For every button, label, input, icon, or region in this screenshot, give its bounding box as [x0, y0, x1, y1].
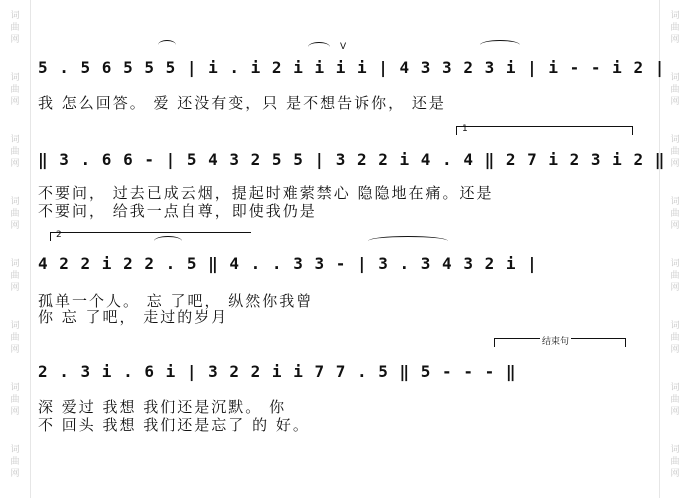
watermark-glyph-stack — [0, 382, 30, 418]
watermark-glyph: 曲 — [670, 147, 680, 157]
watermark-glyph: 曲 — [670, 85, 680, 95]
watermark-glyph: 网 — [670, 35, 680, 45]
watermark-glyph: 词 — [10, 259, 20, 269]
watermark-glyph-stack — [0, 72, 30, 108]
lyric-row-4-b: 不 回头 我想 我们还是忘了 的 好。 — [38, 416, 310, 434]
watermark-glyph: 词 — [10, 73, 20, 83]
watermark-glyph: 曲 — [10, 457, 20, 467]
watermark-glyph: 网 — [10, 159, 20, 169]
tie-mark — [154, 236, 182, 246]
watermark-glyph-stack — [660, 10, 690, 46]
watermark-glyph: 网 — [670, 469, 680, 479]
watermark-glyph: 词 — [670, 445, 680, 455]
watermark-glyph: 曲 — [670, 395, 680, 405]
watermark-glyph: 网 — [670, 345, 680, 355]
watermark-glyph: 曲 — [670, 209, 680, 219]
watermark-glyph: 曲 — [10, 333, 20, 343]
watermark-glyph: 网 — [670, 407, 680, 417]
watermark-glyph: 词 — [10, 135, 20, 145]
lyric-row-3-b: 你 忘 了吧， 走过的岁月 — [38, 308, 229, 326]
watermark-glyph: 词 — [10, 445, 20, 455]
watermark-glyph-stack — [0, 10, 30, 46]
lyric-row-2-b: 不要问， 给我一点自尊，即使我仍是 — [38, 202, 317, 220]
watermark-glyph: 网 — [10, 35, 20, 45]
notation-row-1: 5 . 5 6 5 5 5 | i . i 2 i i i i | 4 3 3 2 3 i | i - - i 2 | — [38, 58, 666, 77]
watermark-glyph: 网 — [10, 469, 20, 479]
watermark-glyph: 词 — [670, 259, 680, 269]
watermark-glyph: 词 — [670, 11, 680, 21]
watermark-glyph: 网 — [10, 97, 20, 107]
lyric-row-2-a: 不要问， 过去已成云烟，提起时难萦禁心 隐隐地在痛。还是 — [38, 184, 494, 202]
watermark-glyph-stack — [0, 134, 30, 170]
watermark-glyph: 曲 — [670, 23, 680, 33]
watermark-glyph-stack — [660, 196, 690, 232]
notation-row-4: 2 . 3 i . 6 i | 3 2 2 i i 7 7 . 5 ‖ 5 - - - ‖ — [38, 362, 517, 381]
watermark-glyph: 网 — [10, 407, 20, 417]
watermark-glyph: 曲 — [10, 23, 20, 33]
volta-1-bracket — [456, 126, 633, 135]
watermark-glyph-stack — [0, 258, 30, 294]
watermark-glyph: 网 — [670, 221, 680, 231]
notation-row-3: 4 2 2 i 2 2 . 5 ‖ 4 . . 3 3 - | 3 . 3 4 3 2 i | — [38, 254, 538, 273]
watermark-glyph-stack — [0, 196, 30, 232]
volta-2-bracket — [50, 232, 251, 241]
watermark-glyph-stack — [660, 444, 690, 480]
left-watermark-strip — [0, 0, 31, 498]
jianpu-sheet — [38, 0, 666, 498]
watermark-glyph: 网 — [670, 283, 680, 293]
watermark-glyph: 词 — [10, 383, 20, 393]
tie-mark — [368, 236, 448, 246]
watermark-glyph: 词 — [670, 135, 680, 145]
watermark-glyph: 曲 — [10, 395, 20, 405]
watermark-glyph: 网 — [10, 283, 20, 293]
watermark-glyph: 曲 — [10, 209, 20, 219]
tie-mark — [480, 40, 520, 50]
watermark-glyph: 网 — [10, 221, 20, 231]
watermark-glyph: 词 — [670, 321, 680, 331]
watermark-glyph: 曲 — [10, 147, 20, 157]
watermark-glyph: 词 — [10, 321, 20, 331]
notation-row-2: ‖ 3 . 6 6 - | 5 4 3 2 5 5 | 3 2 2 i 4 . 4 ‖ 2 7 i 2 3 i 2 ‖ — [38, 150, 666, 169]
watermark-glyph-stack — [660, 72, 690, 108]
watermark-glyph: 曲 — [10, 271, 20, 281]
watermark-glyph-stack — [0, 444, 30, 480]
watermark-glyph: 曲 — [670, 271, 680, 281]
watermark-glyph: 词 — [670, 197, 680, 207]
lyric-row-4-a: 深 爱过 我想 我们还是沉默。 你 — [38, 398, 287, 416]
watermark-glyph: 网 — [10, 345, 20, 355]
volta-2-label: 2 — [56, 230, 62, 240]
watermark-glyph-stack — [660, 320, 690, 356]
lyric-row-3-a: 孤单一个人。 忘 了吧， 纵然你我曾 — [38, 292, 314, 310]
watermark-glyph-stack — [660, 258, 690, 294]
watermark-glyph: 曲 — [670, 333, 680, 343]
ending-label: 结束句 — [540, 334, 571, 347]
watermark-glyph-stack — [660, 382, 690, 418]
watermark-glyph: 词 — [10, 11, 20, 21]
lyric-row-1-a: 我 怎么回答。 爱 还没有变，只 是不想告诉你， 还是 — [38, 94, 446, 112]
watermark-glyph: 词 — [670, 73, 680, 83]
watermark-glyph-stack — [0, 320, 30, 356]
watermark-glyph: 网 — [670, 97, 680, 107]
watermark-glyph: 曲 — [10, 85, 20, 95]
breath-mark: V — [340, 42, 347, 52]
watermark-glyph: 网 — [670, 159, 680, 169]
watermark-glyph: 词 — [670, 383, 680, 393]
watermark-glyph: 词 — [10, 197, 20, 207]
volta-1-label: 1 — [462, 124, 468, 134]
watermark-glyph: 曲 — [670, 457, 680, 467]
tie-mark — [158, 40, 176, 50]
tie-mark — [308, 42, 330, 52]
